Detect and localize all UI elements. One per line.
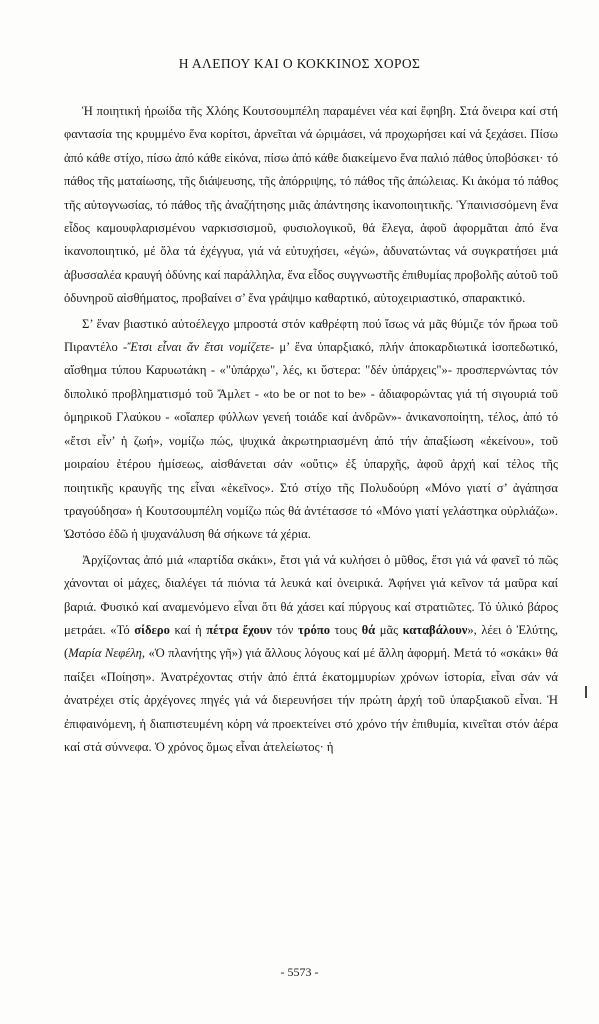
text-run: τόν [271, 622, 298, 637]
text-run: Ἀρχίζοντας ἀπό μιά «παρτίδα σκάκι», ἔτσι γιά νά κυλήσει ὁ μῦθος, ἔτσι γιά νά φανεῖ τό πῶς χάνονται οἱ μάχες, διαλέγει τά πιόνια τά λευκά καί ὀνειρικά. Ἀφήνει γιά κεῖνον τά μαῦρα καί βαριά. Φυσικό καί αναμενόμενο εἶναι ὅτι θά χάσει καί πύργους καί στρατιῶτες. Τό ὑλικό βάρος μετράει. «Τό [64, 552, 558, 637]
text-run: σίδερο [134, 622, 170, 637]
text-run: θά [361, 622, 376, 637]
paragraph-3 [64, 549, 558, 760]
margin-mark [585, 686, 587, 698]
text-run: καί ἡ [169, 622, 207, 637]
text-run: καταβάλουν [402, 622, 468, 637]
text-run: Σ’ ἕναν βιαστικό αὐτοέλεγχο μπροστά στόν καθρέφτη πού ἴσως νά μᾶς θύμιζε τόν ἥρωα τοῦ Πιραντέλο - [64, 316, 558, 355]
paragraph-2 [64, 313, 558, 547]
text-run: Ἡ ποιητική ἡρωίδα τῆς Χλόης Κουτσουμπέλη παραμένει νέα καί ἔφηβη. Στά ὄνειρα καί στή φαντασία της κρυμμένο ἕνα κορίτσι, ἀρνεῖται νά ὡριμάσει, νά προχωρήσει καί νά ξεχάσει. Πίσω ἀπό κάθε στίχο, πίσω ἀπό κάθε εἰκόνα, πίσω ἀπό κάθε διακείμενο ἕνα παλιό πάθος ὑποβόσκει· τό πάθος τῆς ματαίωσης, τῆς διάψευσης, τῆς ἀπόρριψης, τό πάθος τῆς ἀπώλειας. Κι ἀκόμα τό πάθος τῆς αὐτογνωσίας, τό πάθος τῆς ἀναζήτησης μιᾶς ἀπάντησης ἱκανοποιητικῆς. Ὑπαινισσόμενη ἕνα εἶδος καμουφλαρισμένου ναρκισσισμοῦ, φυσιολογικοῦ, θά ἔλεγα, ἀφοῦ ἀφορμᾶται ἀπό ἕνα ἱκανοποιητικό, μέ ὅλα τά ἐχέγγυα, γιά νά εὐτυχήσει, «ἐγώ», ἀδυνατώντας νά συγκρατήσει μιά ἀβυσσαλέα κραυγή ὀδύνης καί παράλληλα, ἕνα εἶδος συγγνωστῆς ἐπιθυμίας προβολῆς αὐτοῦ τοῦ ὀδυνηροῦ αἰσθήματος, προβαίνει σ’ ἕνα γράψιμο καθαρτικό, αὐτοχειριαστικό, σπαρακτικό. [64, 104, 558, 306]
page-title: Η ΑΛΕΠΟΥ ΚΑΙ Ο ΚΟΚΚΙΝΟΣ ΧΟΡΟΣ [178, 56, 421, 71]
page-number: - 5573 - [280, 965, 319, 979]
text-run: - μ’ ἕνα ὑπαρξιακό, πλήν ἀποκαρδιωτικά ἰσοπεδωτικό, αἴσθημα τύπου Καρυωτάκη - «"ὑπάρχω", λές, κι ὕστερα: "δέν ὑπάρχεις"»- προσπερνώντας τόν διπολικό προβληματισμό τοῦ Ἄμλετ - «to be or not to be» - ἀδιαφορώντας γιά τή σιγουριά τοῦ ὁμηρικοῦ Γλαύκου - «οἵαπερ φύλλων γενεή τοιάδε καί ἀνδρῶν»- ἀνικανοποίητη, τέλος, ἀπό τό «ἔτσι εἶν’ ἡ ζωή», νομίζω πώς, ψυχικά ἀκρωτηριασμένη ἀπό τήν ἀπαξίωση «ἐκείνου», τοῦ μοιραίου ἑτέρου ἡμίσεως, αἰσθάνεται σάν «οὔτις» ἐξ ὑπαρχῆς, ἀφοῦ ἀρχή καί τέλος τῆς ποιητικῆς κραυγῆς της εἶναι «ἐκεῖνος». Στό στίχο τῆς Πολυδούρη «Μόνο γιατί σ’ ἀγάπησα τραγούδησα» ἡ Κουτσουμπέλη νομίζω πώς θά ἀντέτασσε τό «Μόνο γιατί γελάστηκα οὐρλιάζω». Ὡστόσο ἐδῶ ἡ ψυχανάλυση θά σήκωνε τά χέρια. [64, 340, 559, 542]
text-run: », λέει ὁ Ἐλύτης, ( [64, 622, 559, 661]
text-run: τρόπο [297, 622, 331, 637]
text-run: Ἔτσι εἶναι ἄν ἔτσι νομίζετε [127, 340, 270, 355]
text-run: , «Ὁ πλανήτης γῆ») γιά ἄλλους λόγους καί μέ ἄλλη ἀφορμή. Μετά τό «σκάκι» θά παίξει «Ποίηση». Ἀνατρέχοντας στήν ἀπό ἑπτά ἑκατομμυρίων χρόνων ἱστορία, εἶναι σάν νά ἀνατρέχει στίς ἀρχέγονες πηγές γιά νά διερευνήσει τήν πρώτη ἀρχή τοῦ ὑπαρξιακοῦ εἶναι. Ἡ ἐπιφαινόμενη, ἡ διαπιστευμένη κόρη νά προεκτείνει στό χρόνο τήν ἐπιθυμία, κινεῖται στόν ἀέρα καί στά σύννεφα. Ὁ χρόνος ὅμως εἶναι ἀτελείωτος· ἡ [64, 646, 558, 754]
paragraph-1 [64, 100, 558, 311]
text-run: Μαρία Νεφέλη [68, 646, 142, 661]
text-run: μᾶς [375, 622, 403, 637]
body-text [64, 100, 558, 759]
text-run: τους [330, 622, 362, 637]
text-run: πέτρα ἔχουν [206, 622, 272, 637]
